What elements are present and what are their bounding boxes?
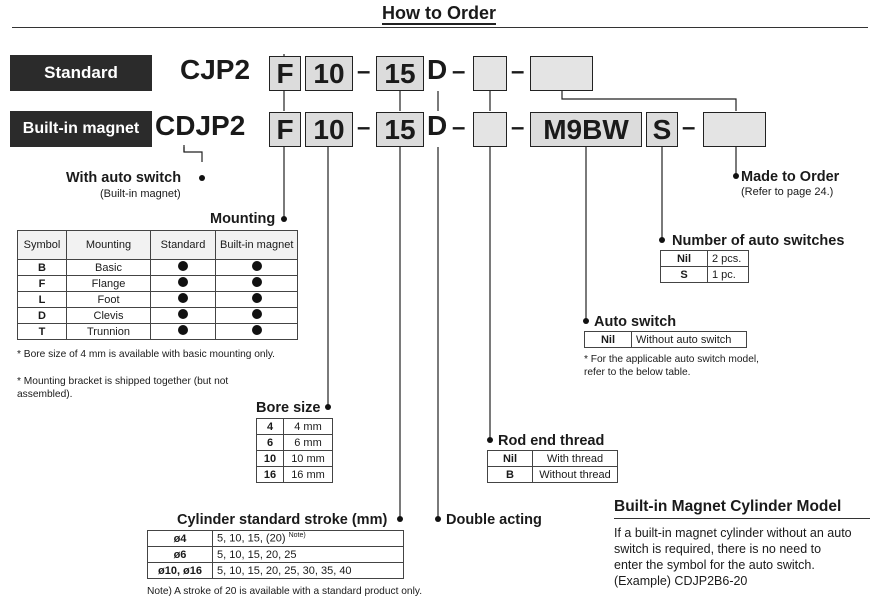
number-of-switches-title: Number of auto switches [672,233,845,249]
table-row: L Foot [18,292,298,308]
standard-mount-box: F [269,56,301,91]
auto-switch-title: Auto switch [594,314,677,330]
double-acting-label: Double acting [446,512,542,528]
dash: – [452,58,466,85]
with-auto-switch-sub: (Built-in magnet) [100,188,181,200]
table-row: ø10, ø16 5, 10, 15, 20, 25, 30, 35, 40 [148,563,404,579]
table-row: ø4 5, 10, 15, (20) $^{Note)}$ [148,531,404,547]
made-to-order-sub: (Refer to page 24.) [741,186,834,198]
bore-size-title: Bore size [256,400,321,416]
number-of-switches-table [660,250,749,283]
standard-mto-box [530,56,593,91]
builtin-switch-box: M9BW [530,112,642,147]
table-row: 4 4 mm [257,419,333,435]
table-row: 10 10 mm [257,451,333,467]
dash: – [511,114,525,141]
standard-label: Standard [10,55,152,91]
table-row: Nil Without auto switch [585,332,747,348]
standard-rod-box [473,56,507,91]
table-row: B Without thread [488,467,618,483]
table-row: Nil 2 pcs. [661,251,749,267]
builtin-bore-box: 10 [305,112,353,147]
table-row: ø6 5, 10, 15, 20, 25 [148,547,404,563]
dash: – [452,114,466,141]
table-row: D Clevis [18,308,298,324]
builtin-rod-box [473,112,507,147]
dash: – [357,114,371,141]
table-row: S 1 pc. [661,267,749,283]
builtin-model-text: If a built-in magnet cylinder without an auto switch is required, there is no need to enter the symbol for the auto switch. (Example) CDJP2B6-20 [614,526,852,588]
builtin-stroke-box: 15 [376,112,424,147]
stroke-table [147,530,404,579]
builtin-prefix: CDJP2 [155,110,246,141]
page-title: How to Order [381,3,496,23]
mounting-note-1: * Bore size of 4 mm is available with basic mounting only. [17,349,276,360]
mounting-note-2: * Mounting bracket is shipped together (but not assembled). [17,376,229,400]
rod-end-thread-table [487,450,618,483]
builtin-model-divider [614,518,870,519]
builtin-mount-box: F [269,112,301,147]
table-row: Nil With thread [488,451,618,467]
standard-prefix: CJP2 [180,54,251,85]
table-header: Symbol Mounting Standard Built-in magnet [18,231,298,260]
builtin-count-box: S [646,112,678,147]
with-auto-switch-title: With auto switch [66,170,182,186]
stroke-title: Cylinder standard stroke (mm) [177,512,388,528]
builtin-mto-box [703,112,766,147]
stroke-note: Note) A stroke of 20 is available with a standard product only. [147,586,423,597]
table-row: 16 16 mm [257,467,333,483]
made-to-order-title: Made to Order [741,169,840,185]
dash: – [357,58,371,85]
with-auto-switch-dot [199,175,205,181]
builtin-action: D [427,110,448,141]
table-row: T Trunnion [18,324,298,340]
table-row: 6 6 mm [257,435,333,451]
dash: – [511,58,525,85]
bore-size-table [256,418,333,483]
auto-switch-note: * For the applicable auto switch model, refer to the below table. [584,354,759,378]
rod-end-thread-title: Rod end thread [498,433,605,449]
dash: – [682,114,696,141]
table-row: F Flange [18,276,298,292]
auto-switch-table [584,331,747,348]
standard-action: D [427,54,448,85]
mounting-title: Mounting [210,211,276,227]
standard-stroke-box: 15 [376,56,424,91]
standard-bore-box: 10 [305,56,353,91]
table-row: B Basic [18,260,298,276]
mounting-table [17,230,298,340]
builtin-magnet-label: Built-in magnet [10,111,152,147]
builtin-model-title: Built-in Magnet Cylinder Model [614,498,842,515]
